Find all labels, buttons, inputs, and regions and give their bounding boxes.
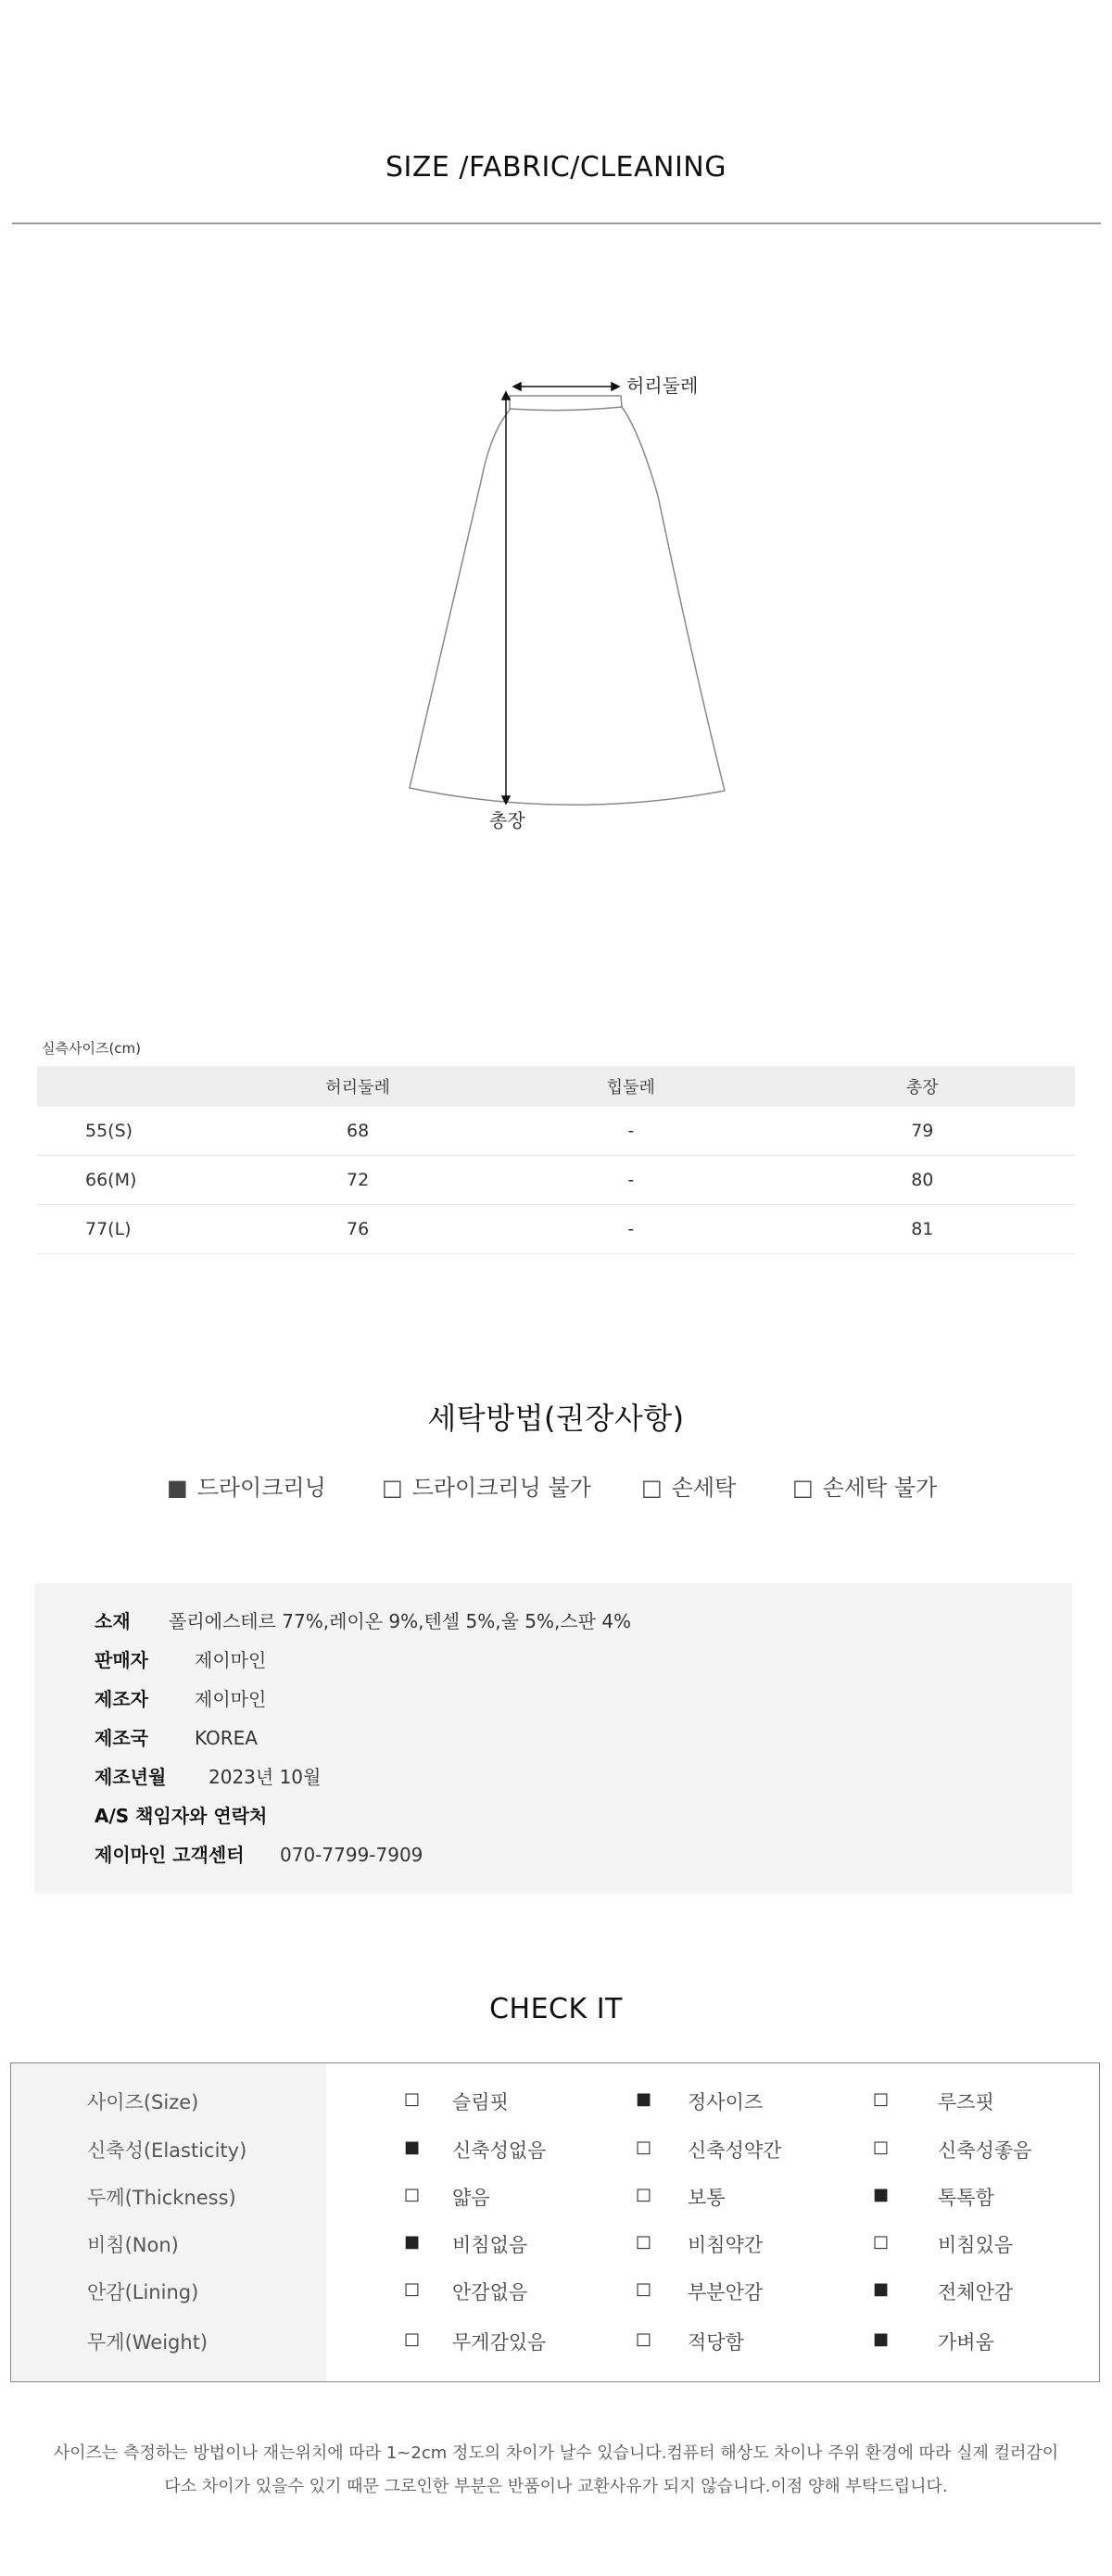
skirt-outline-icon <box>410 396 725 805</box>
size-name: 55(S) <box>37 1107 223 1156</box>
checked-box-icon: ■ <box>873 2279 890 2299</box>
info-label: A/S 책임자와 연락처 <box>95 1805 268 1827</box>
info-row-material <box>95 1606 631 1633</box>
table-cell: 79 <box>770 1107 1075 1156</box>
check-option: 신축성없음 <box>452 2139 547 2162</box>
unchecked-box-icon: □ <box>404 2089 421 2109</box>
table-cell: - <box>492 1205 770 1254</box>
check-it-table <box>10 2062 1100 2382</box>
info-label: 제조년월 <box>95 1766 167 1788</box>
info-value: KOREA <box>195 1727 258 1749</box>
check-option: 신축성약간 <box>688 2139 782 2162</box>
length-arrow-icon <box>502 392 510 804</box>
info-row-date <box>95 1762 321 1789</box>
info-label: 판매자 <box>95 1649 148 1671</box>
table-cell: - <box>492 1156 770 1205</box>
washing-option-label: 손세탁 <box>671 1475 737 1501</box>
info-value: 2023년 10월 <box>208 1766 322 1788</box>
info-row-as-contact <box>95 1801 267 1828</box>
unchecked-box-icon: □ <box>873 2232 890 2252</box>
footer-note-line-2: 다소 차이가 있을수 있기 때문 그로인한 부분은 반품이나 교환사유가 되지 않습니다.이점 양해 부탁드립니다. <box>164 2477 948 2496</box>
product-info-box <box>34 1583 1072 1894</box>
checked-box-icon: ■ <box>873 2329 890 2349</box>
waist-arrow-icon <box>513 383 619 390</box>
unchecked-box-icon: □ <box>636 2185 652 2204</box>
checked-box-icon: ■ <box>167 1475 188 1501</box>
check-option: 루즈핏 <box>938 2091 994 2113</box>
checked-box-icon: ■ <box>636 2089 652 2109</box>
washing-title: 세탁방법(권장사항) <box>427 1401 685 1436</box>
check-row-label: 사이즈(Size) <box>87 2091 199 2113</box>
check-option: 적당함 <box>688 2331 744 2354</box>
info-value: 070-7799-7909 <box>280 1844 423 1866</box>
washing-option <box>167 1469 326 1502</box>
check-row-label: 두께(Thickness) <box>87 2187 236 2209</box>
info-label: 소재 <box>95 1610 131 1632</box>
checked-box-icon: ■ <box>404 2232 421 2252</box>
info-label: 제조자 <box>95 1688 148 1710</box>
unchecked-box-icon: □ <box>641 1475 663 1501</box>
washing-option <box>792 1469 937 1502</box>
info-row-manufacturer <box>95 1684 266 1711</box>
check-row-label: 비침(Non) <box>87 2234 179 2256</box>
footer-note-line-1: 사이즈는 측정하는 방법이나 재는위치에 따라 1~2cm 정도의 차이가 날수 있습니다.컴퓨터 해상도 차이나 주위 환경에 따라 실제 컬러감이 <box>53 2443 1059 2463</box>
unchecked-box-icon: □ <box>636 2232 652 2252</box>
column-header <box>37 1066 223 1107</box>
info-row-country <box>95 1723 258 1750</box>
table-row <box>37 1156 1075 1205</box>
table-row <box>37 1205 1075 1254</box>
check-option: 보통 <box>688 2187 726 2209</box>
check-option: 전체안감 <box>938 2281 1014 2303</box>
unchecked-box-icon: □ <box>404 2279 421 2299</box>
unchecked-box-icon: □ <box>404 2329 421 2349</box>
info-value: 제이마인 <box>195 1688 267 1710</box>
check-option: 비침있음 <box>938 2234 1014 2256</box>
size-table-caption: 실측사이즈(cm) <box>42 1040 142 1057</box>
info-label: 제이마인 고객센터 <box>95 1844 245 1866</box>
size-name: 66(M) <box>37 1156 223 1205</box>
unchecked-box-icon: □ <box>636 2279 652 2299</box>
washing-option-label: 드라이크리닝 <box>196 1475 326 1501</box>
washing-options <box>0 1469 1112 1506</box>
checked-box-icon: ■ <box>873 2185 890 2204</box>
unchecked-box-icon: □ <box>792 1475 814 1501</box>
size-name: 77(L) <box>37 1205 223 1254</box>
table-cell: - <box>492 1107 770 1156</box>
check-option: 안감없음 <box>452 2281 528 2303</box>
divider <box>12 222 1101 224</box>
check-it-title: CHECK IT <box>489 1993 623 2025</box>
table-cell: 80 <box>770 1156 1075 1205</box>
check-option: 신축성좋음 <box>938 2139 1032 2162</box>
skirt-measurement-diagram <box>389 366 741 848</box>
unchecked-box-icon: □ <box>873 2138 890 2157</box>
check-option: 무게감있음 <box>452 2331 547 2354</box>
check-option: 비침약간 <box>688 2234 764 2256</box>
check-row-label: 신축성(Elasticity) <box>87 2139 247 2162</box>
info-row-customer-center <box>95 1840 423 1867</box>
unchecked-box-icon: □ <box>636 2329 652 2349</box>
page-title: SIZE /FABRIC/CLEANING <box>385 151 727 184</box>
table-row <box>37 1107 1075 1156</box>
table-cell: 81 <box>770 1205 1075 1254</box>
size-table <box>37 1066 1075 1254</box>
table-cell: 72 <box>223 1156 492 1205</box>
column-header: 힙둘레 <box>492 1066 770 1107</box>
washing-option <box>382 1469 591 1502</box>
column-header: 허리둘레 <box>223 1066 492 1107</box>
unchecked-box-icon: □ <box>382 1475 403 1501</box>
check-option: 톡톡함 <box>938 2187 994 2209</box>
check-option: 가벼움 <box>938 2331 994 2354</box>
waist-label: 허리둘레 <box>626 374 699 397</box>
unchecked-box-icon: □ <box>873 2089 890 2109</box>
table-cell: 76 <box>223 1205 492 1254</box>
check-row-label: 무게(Weight) <box>87 2331 208 2354</box>
washing-option <box>641 1469 736 1502</box>
unchecked-box-icon: □ <box>404 2185 421 2204</box>
table-cell: 68 <box>223 1107 492 1156</box>
washing-option-label: 손세탁 불가 <box>822 1475 938 1501</box>
check-option: 정사이즈 <box>688 2091 764 2113</box>
info-value: 폴리에스테르 77%,레이온 9%,텐셀 5%,울 5%,스판 4% <box>169 1610 632 1632</box>
check-option: 얇음 <box>452 2187 490 2209</box>
check-option: 부분안감 <box>688 2281 764 2303</box>
check-row-label: 안감(Lining) <box>87 2281 199 2303</box>
check-option: 슬림핏 <box>452 2091 509 2113</box>
info-label: 제조국 <box>95 1727 148 1749</box>
washing-option-label: 드라이크리닝 불가 <box>411 1475 591 1501</box>
length-label: 총장 <box>489 809 525 831</box>
unchecked-box-icon: □ <box>636 2138 652 2157</box>
info-value: 제이마인 <box>195 1649 267 1671</box>
column-header: 총장 <box>770 1066 1075 1107</box>
info-row-seller <box>95 1645 266 1672</box>
size-table-header <box>37 1066 1075 1107</box>
checked-box-icon: ■ <box>404 2138 421 2157</box>
check-option: 비침없음 <box>452 2234 528 2256</box>
